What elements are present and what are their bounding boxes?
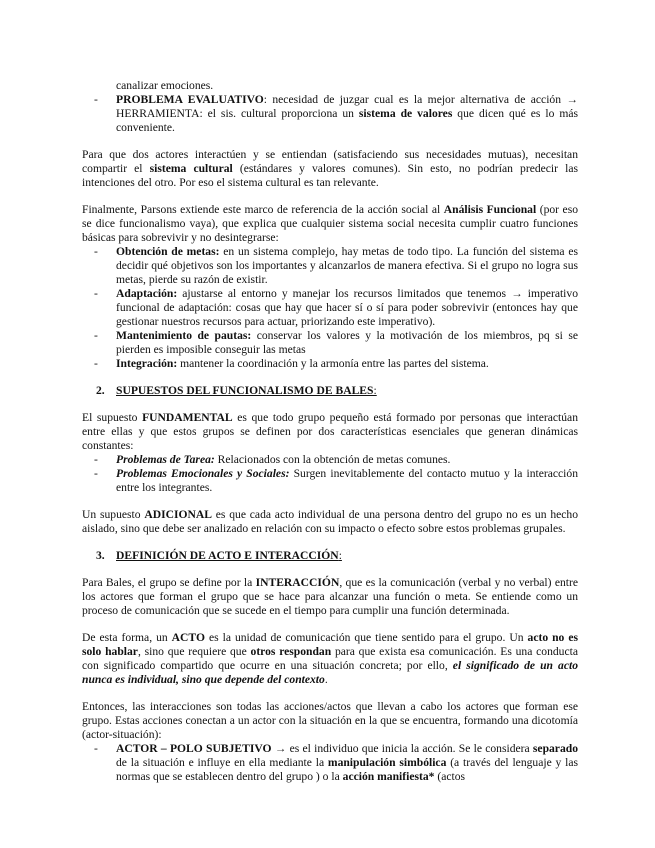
text: . [324, 673, 328, 686]
heading-colon: : [338, 549, 342, 562]
bullet-dash: - [94, 287, 98, 300]
list-item-problema-evaluativo [82, 93, 578, 135]
text: De esta forma, un [82, 631, 172, 644]
bold-text: manipulación simbólica [327, 756, 447, 769]
text: en un sistema complejo, hay metas de todo tipo. La función del sistema es decidir qué objetivos son los importantes y alcanzarlos de manera efectiva. Si el grupo no logra sus metas, pierde su razón de existir. [116, 245, 578, 286]
paragraph-supuesto-adicional [82, 508, 578, 536]
heading-colon: : [373, 384, 377, 397]
bold-text: acción manifiesta* [342, 770, 435, 783]
bold-text: ACTO [171, 631, 205, 644]
text: para que exista esa comunicación. Es una conducta con significado compartido que ocurre en una situación concreta; por ello, [82, 645, 578, 672]
text: Relacionados con la obtención de metas comunes. [214, 453, 451, 466]
text: (a través del lenguaje y las normas que se establecen dentro del grupo ) o la [116, 756, 578, 783]
bold-text: sistema cultural [149, 162, 233, 175]
list-item-integracion [82, 357, 578, 371]
text: (por eso se dice funcionalismo vaya), que explica que cualquier sistema social necesita cumplir cuatro funciones básicas para sobrevivir y no desintegrarse: [82, 203, 579, 244]
bullet-dash: - [94, 453, 98, 466]
text: Para que dos actores interactúen y se entiendan (satisfaciendo sus necesidades mutuas), necesitan compartir el [82, 148, 578, 175]
text: : necesidad de juzgar cual es la mejor alternativa de acción → HERRAMIENTA: el sis. cultural proporciona un [116, 93, 579, 120]
term: Obtención de metas: [116, 245, 220, 258]
bold-text: Análisis Funcional [443, 203, 537, 216]
text: ajustarse al entorno y manejar los recursos limitados que tenemos → imperativo funcional de adaptación: cosas que hay que hacer sí o sí para poder sobrevivir (entonces hay que gestionar nuestros recursos para actuar, priorizando este imperativo). [116, 287, 578, 328]
bold-text: separado [532, 742, 578, 755]
term: Mantenimiento de pautas: [116, 329, 252, 342]
top-fragment: canalizar emociones. [116, 79, 214, 92]
term: PROBLEMA EVALUATIVO [116, 93, 264, 106]
term: Adaptación: [116, 287, 178, 300]
bullet-dash: - [94, 742, 98, 755]
text: Finalmente, Parsons extiende este marco de referencia de la acción social al [82, 203, 444, 216]
paragraph-acto [82, 631, 578, 687]
text: conservar los valores y la motivación de los miembros, pq si se pierden es imposible conseguir las metas [116, 329, 578, 356]
list-item-adaptacion [82, 287, 578, 329]
text: Surgen inevitablemente del contacto mutuo y la interacción entre los integrantes. [116, 467, 578, 494]
text: , sino que requiere que [137, 645, 251, 658]
term: Integración: [116, 357, 178, 370]
section-heading-2 [82, 384, 578, 398]
bullet-dash: - [94, 329, 98, 342]
bold-italic-text: el significado de un acto nunca es individual, sino que depende del contexto [82, 659, 579, 686]
bullet-dash: - [94, 357, 98, 370]
text: es que todo grupo pequeño está formado por personas que interactúan entre ellas y que estos grupos se definen por dos características esenciales que generan dinámicas constantes: [82, 411, 578, 452]
paragraph-supuesto-fundamental [82, 411, 578, 453]
bold-text: INTERACCIÓN [255, 576, 340, 589]
term: Problemas de Tarea: [116, 453, 215, 466]
list-item-mantenimiento-pautas [82, 329, 578, 357]
text: , que es la comunicación (verbal y no verbal) entre los actores que forman el grupo que se hace para alcanzar una función o meta. Se entiende como un proceso de comunicación que se sucede en el tiempo para cumplir una función determinada. [82, 576, 578, 617]
text: es la unidad de comunicación que tiene sentido para el grupo. Un [204, 631, 528, 644]
bold-text: FUNDAMENTAL [142, 411, 233, 424]
document-body [82, 79, 578, 784]
text: (estándares y valores comunes). Sin esto, no podrían predecir las intenciones del otro. Por eso el sistema cultural es tan relevante. [82, 162, 578, 189]
bold-text: ADICIONAL [144, 508, 212, 521]
term: Problemas Emocionales y Sociales: [116, 467, 290, 480]
paragraph-interaccion [82, 576, 578, 618]
bullet-dash: - [94, 245, 98, 258]
text: que dicen qué es lo más conveniente. [116, 107, 578, 134]
text: → es el individuo que inicia la acción. Se le considera [271, 742, 533, 755]
text: de la situación e influye en ella mediante la [116, 756, 328, 769]
text: Para Bales, el grupo se define por la [82, 576, 256, 589]
heading-number: 3. [96, 549, 105, 562]
term-bold: sistema de valores [358, 107, 453, 120]
text: Un supuesto [82, 508, 145, 521]
bold-text: acto no es solo hablar [82, 631, 578, 658]
list-item-problemas-tarea [82, 453, 578, 467]
text: mantener la coordinación y la armonía entre las partes del sistema. [177, 357, 489, 370]
bullet-dash: - [94, 467, 98, 480]
text: (actos [434, 770, 466, 783]
term: ACTOR – POLO SUBJETIVO [116, 742, 272, 755]
heading-text: DEFINICIÓN DE ACTO E INTERACCIÓN [116, 549, 339, 562]
list-item-actor [82, 742, 578, 784]
paragraph-interacciones: Entonces, las interacciones son todas las acciones/actos que llevan a cabo los actores que forman ese grupo. Estas acciones conectan a un actor con la situación en la que se encuentra, formando una dicotomía (actor-situación): [82, 700, 578, 741]
text: El supuesto [82, 411, 143, 424]
bold-text: otros respondan [250, 645, 332, 658]
list-item-problemas-emocionales [82, 467, 578, 495]
section-heading-3 [82, 549, 578, 563]
text: es que cada acto individual de una persona dentro del grupo no es un hecho aislado, sino que debe ser analizado en relación con su impacto o efecto sobre estos problemas grupales. [82, 508, 578, 535]
paragraph-sistema-cultural [82, 148, 578, 190]
heading-text: SUPUESTOS DEL FUNCIONALISMO DE BALES [116, 384, 374, 397]
heading-number: 2. [96, 384, 105, 397]
paragraph-analisis-funcional [82, 203, 578, 245]
bullet-dash: - [94, 93, 98, 106]
list-item-obtencion-metas [82, 245, 578, 287]
